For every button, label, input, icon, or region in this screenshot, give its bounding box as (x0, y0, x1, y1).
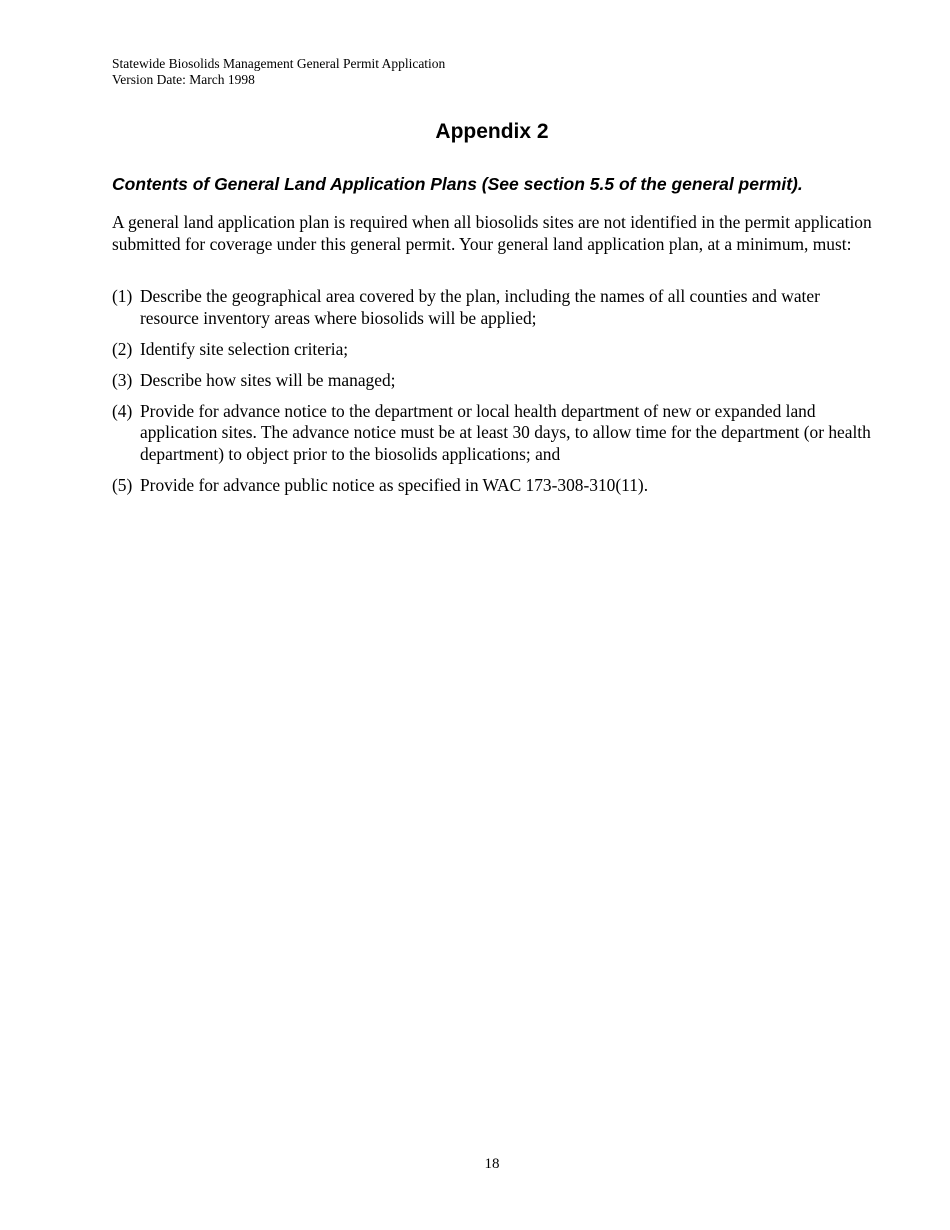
list-item-text: Provide for advance public notice as specified in WAC 173-308-310(11). (140, 474, 649, 495)
list-item-text: Provide for advance notice to the department or local health department of new or expanded land application sites. The advance notice must be at least 30 days, to allow time for the department (or health department) to object prior to the biosolids applications; and (140, 400, 871, 464)
list-item-number: (3) (112, 369, 133, 390)
list-item (112, 286, 880, 329)
intro-paragraph: A general land application plan is required when all biosolids sites are not identified in the permit application submitted for coverage under this general permit. Your general land application plan, at a minimum, must: (112, 212, 872, 254)
header-document-title: Statewide Biosolids Management General Permit Application (112, 56, 446, 71)
list-item-number: (4) (112, 400, 133, 421)
list-item (112, 370, 880, 392)
list-item (112, 475, 880, 497)
list-item-text: Describe the geographical area covered by the plan, including the names of all counties and water resource inventory areas where biosolids will be applied; (140, 286, 820, 328)
list-item-number: (2) (112, 338, 133, 359)
list-item-number: (1) (112, 286, 133, 306)
list-item-text: Describe how sites will be managed; (140, 369, 396, 390)
running-header (112, 56, 445, 88)
list-item-text: Identify site selection criteria; (140, 338, 349, 359)
list-item (112, 401, 880, 466)
header-version-date: Version Date: March 1998 (112, 72, 255, 87)
page-number: 18 (484, 1156, 500, 1172)
list-item-number: (5) (112, 474, 133, 495)
requirements-list (112, 286, 880, 506)
page-title: Appendix 2 (435, 120, 549, 143)
section-subtitle: Contents of General Land Application Plans (See section 5.5 of the general permit). (112, 174, 803, 194)
list-item (112, 339, 880, 361)
